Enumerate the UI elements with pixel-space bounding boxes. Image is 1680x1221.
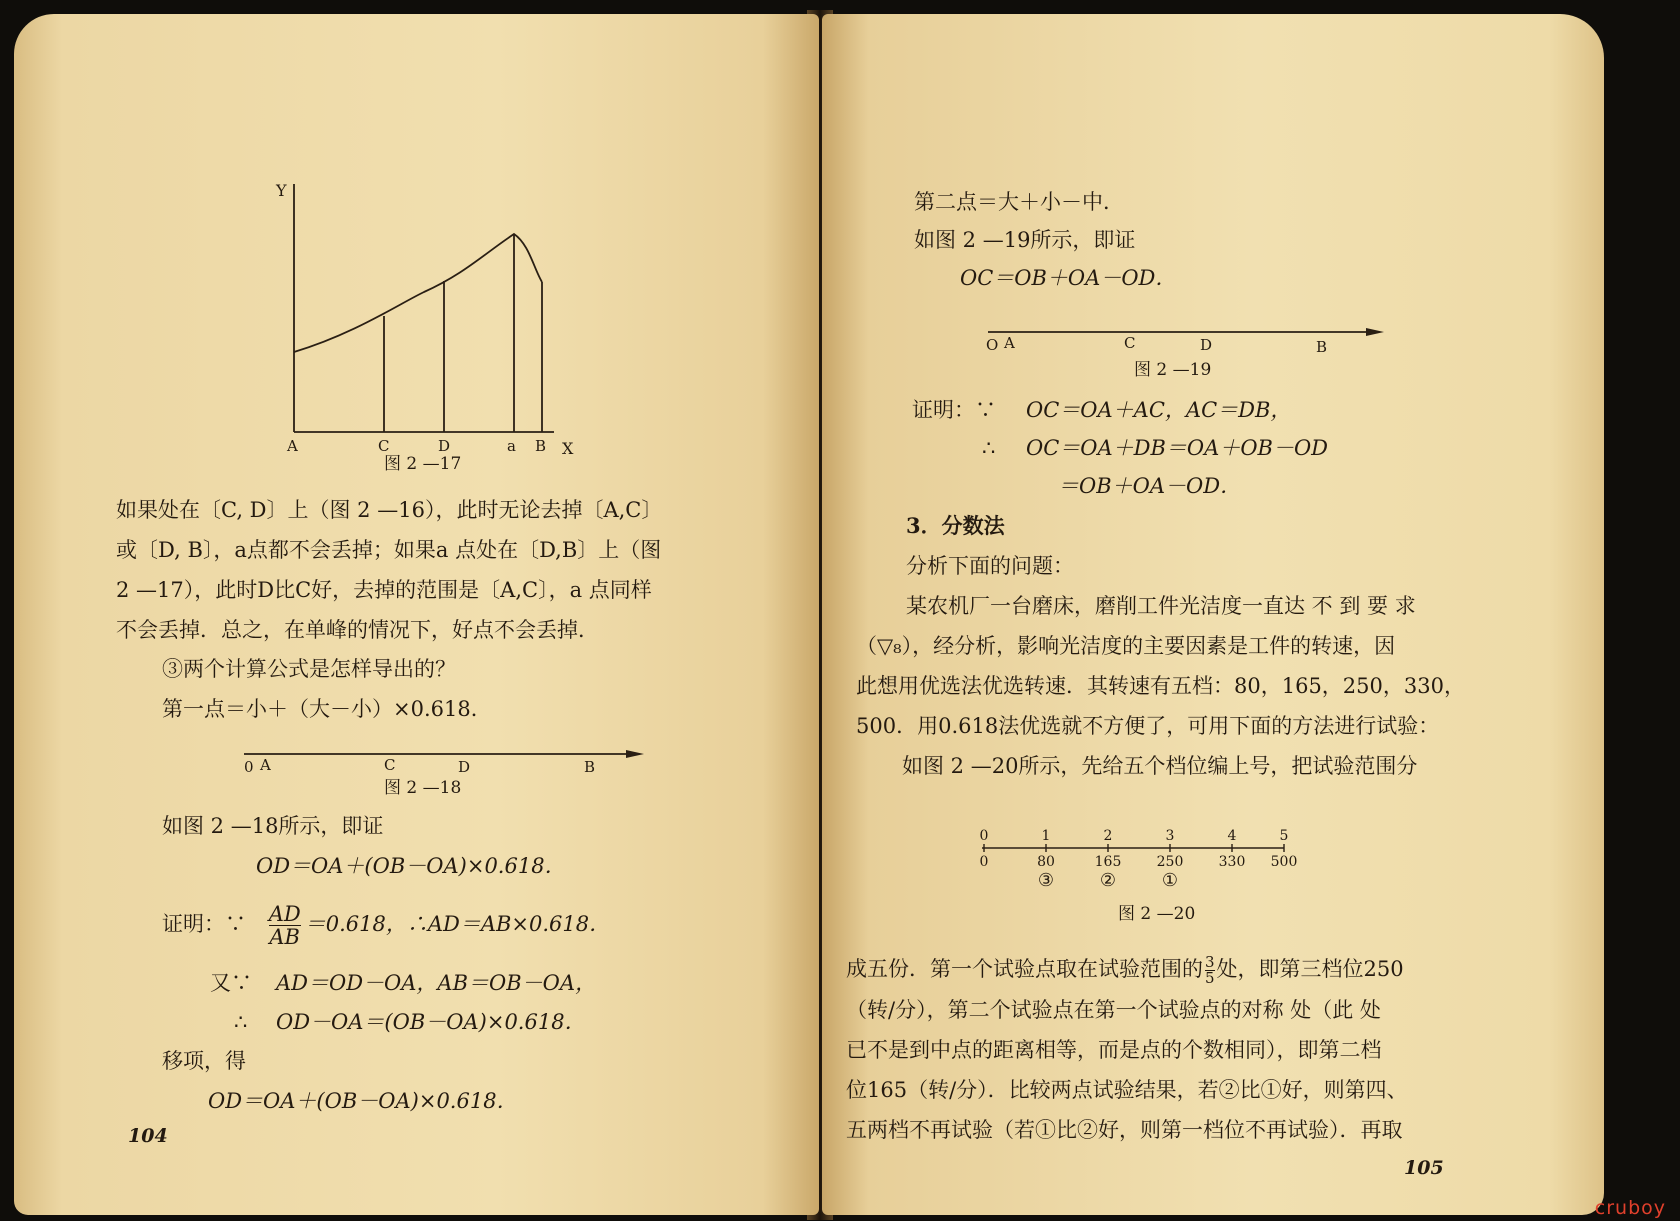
right-paragraph-line-10: 五两档不再试验（若①比②好，则第一档位不再试验）．再取 xyxy=(846,1118,1403,1142)
left-paragraph-line-4: 不会丢掉．总之，在单峰的情况下，好点不会丢掉． xyxy=(116,618,599,642)
fig20-index-4: 4 xyxy=(1227,828,1237,844)
left-paragraph-line-1: 如果处在〔C, D〕上（图 2 —16），此时无论去掉〔A,C〕 xyxy=(116,498,663,522)
right-page xyxy=(822,14,1604,1215)
proof-line-1 xyxy=(162,899,610,949)
second-point-formula: 第二点＝大＋小－中． xyxy=(914,190,1124,214)
fig20-speed-250: 250 xyxy=(1156,854,1184,870)
right-paragraph-line-4: 500．用0.618法优选就不方便了，可用下面的方法进行试验： xyxy=(856,714,1440,738)
analyze-prompt: 分析下面的问题： xyxy=(906,554,1074,578)
proof-equation-1: ＝0.618，∴AD＝AB×0.618． xyxy=(304,912,611,936)
fig18-label-d: D xyxy=(458,758,471,776)
right-paragraph-line-3: 此想用优选法优选转速．其转速有五档：80，165，250，330， xyxy=(856,674,1465,698)
fig18-label-origin: 0 xyxy=(244,758,254,776)
fig18-label-c: C xyxy=(384,756,396,774)
left-paragraph-line-3: 2 —17），此时D比C好，去掉的范围是〔A,C〕，a 点同样 xyxy=(116,578,652,602)
fraction-3-5-numerator: 3 xyxy=(1205,953,1215,971)
fig17-x-label: X xyxy=(562,439,574,458)
fig20-index-3: 3 xyxy=(1165,828,1175,844)
first-point-formula: 第一点＝小＋（大－小）×0.618． xyxy=(162,697,492,721)
figure-2-19 xyxy=(982,314,1402,354)
fig20-speed-330: 330 xyxy=(1218,854,1246,870)
fig19-label-o: O xyxy=(986,336,999,354)
fig20-circled-2: ② xyxy=(1099,870,1117,891)
fig17-point-peak: a xyxy=(507,437,516,455)
left-page xyxy=(14,14,819,1215)
fig17-caption: 图 2 —17 xyxy=(384,454,462,474)
fig19-label-c: C xyxy=(1124,334,1136,352)
fig18-label-a: A xyxy=(260,756,271,774)
right-paragraph-line-1: 某农机厂一台磨床，磨削工件光洁度一直达 不 到 要 求 xyxy=(906,594,1416,618)
fig20-index-0: 0 xyxy=(979,828,989,844)
fraction-ad-ab xyxy=(269,903,301,948)
figure-2-20 xyxy=(972,824,1332,904)
right-paragraph-line-7: （转/分），第二个试验点在第一个试验点的对称 处（此 处 xyxy=(846,998,1381,1022)
fig20-speed-0: 0 xyxy=(979,854,989,870)
fig20-index-1: 1 xyxy=(1041,828,1051,844)
fig20-circled-3: ③ xyxy=(1037,870,1055,891)
fig20-index-2: 2 xyxy=(1103,828,1113,844)
again-symbol: 又∵ xyxy=(210,971,252,995)
watermark-text: cruboy xyxy=(1594,1197,1666,1219)
fraction-3-5-denominator: 5 xyxy=(1205,969,1215,987)
figure-2-17 xyxy=(254,164,614,464)
question-3: ③两个计算公式是怎样导出的？ xyxy=(162,657,456,681)
therefore-symbol: ∴ xyxy=(234,1010,248,1034)
right-proof-equation-1: OC＝OA＋AC，AC＝DB， xyxy=(1026,398,1292,422)
fig17-point-c: C xyxy=(378,437,390,455)
fig18-caption: 图 2 —18 xyxy=(384,778,462,798)
as-shown-2-18: 如图 2 —18所示，即证 xyxy=(162,814,384,838)
p6-first: 成五份．第一个试验点取在试验范围的 xyxy=(846,957,1203,981)
right-proof-label: 证明：∵ xyxy=(912,398,996,422)
equation-od: OD＝OA＋(OB－OA)×0.618． xyxy=(256,854,566,878)
section-heading-fraction-method: 3．分数法 xyxy=(906,513,1005,538)
fig19-label-a: A xyxy=(1004,334,1015,352)
fig17-point-d: D xyxy=(438,437,451,455)
right-paragraph-line-6 xyxy=(846,952,1404,986)
fig19-caption: 图 2 —19 xyxy=(1134,360,1212,380)
page-number-105: 105 xyxy=(1404,1157,1444,1179)
p6-second: 处，即第三档位250 xyxy=(1216,957,1404,981)
fig20-caption: 图 2 —20 xyxy=(1118,904,1196,924)
proof-label: 证明：∵ xyxy=(162,912,246,936)
right-therefore: ∴ xyxy=(982,436,996,460)
equation-oc: OC＝OB＋OA－OD． xyxy=(960,266,1177,290)
fig17-point-b: B xyxy=(535,437,547,455)
fig20-speed-165: 165 xyxy=(1094,854,1122,870)
fraction-numerator: AD xyxy=(268,902,301,926)
fig17-point-a-start: A xyxy=(287,437,298,455)
fig20-index-5: 5 xyxy=(1279,828,1289,844)
figure-2-18 xyxy=(234,736,654,776)
right-proof-equation-3: ＝OB＋OA－OD． xyxy=(1058,474,1242,498)
right-paragraph-line-8: 已不是到中点的距离相等，而是点的个数相同），即第二档 xyxy=(846,1038,1382,1062)
fig18-label-b: B xyxy=(584,758,596,776)
fig20-speed-80: 80 xyxy=(1037,854,1055,870)
right-proof-equation-2: OC＝OA＋DB＝OA＋OB－OD xyxy=(1026,436,1329,460)
fig19-label-d: D xyxy=(1200,336,1213,354)
fig19-label-b: B xyxy=(1316,338,1328,354)
fig20-speed-500: 500 xyxy=(1270,854,1298,870)
as-shown-2-19: 如图 2 —19所示，即证 xyxy=(914,228,1136,252)
right-paragraph-line-9: 位165（转/分）．比较两点试验结果，若②比①好，则第四、 xyxy=(846,1078,1408,1102)
right-paragraph-line-5: 如图 2 —20所示，先给五个档位编上号，把试验范围分 xyxy=(902,754,1418,778)
result-equation: OD＝OA＋(OB－OA)×0.618． xyxy=(208,1089,518,1113)
fig20-circled-1: ① xyxy=(1161,870,1179,891)
fraction-denominator: AB xyxy=(269,925,300,949)
right-paragraph-line-2: （▽₈），经分析，影响光洁度的主要因素是工件的转速，因 xyxy=(856,634,1396,658)
page-number-104: 104 xyxy=(128,1125,168,1147)
left-paragraph-line-2: 或〔D, B〕，a点都不会丢掉；如果a 点处在〔D,B〕上（图 xyxy=(116,538,662,562)
proof-equation-3: OD－OA＝(OB－OA)×0.618． xyxy=(276,1010,586,1034)
fraction-3-5 xyxy=(1205,955,1215,986)
fig17-y-label: Y xyxy=(276,181,287,200)
proof-equation-2: AD＝OD－OA，AB＝OB－OA， xyxy=(276,971,597,995)
transpose-label: 移项，得 xyxy=(162,1049,246,1073)
